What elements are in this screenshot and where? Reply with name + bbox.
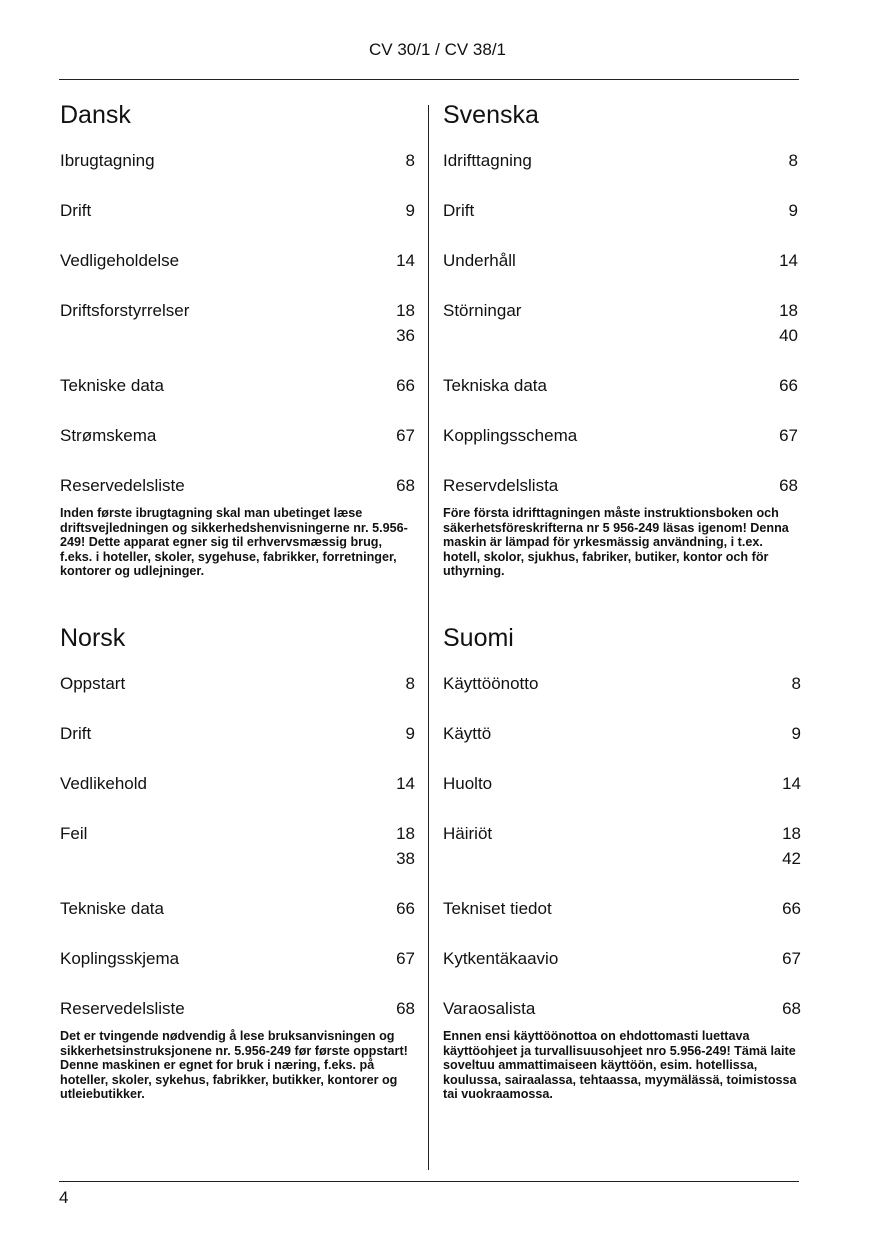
- toc-page-number: 38: [396, 849, 415, 868]
- toc-page-number: 18: [782, 824, 801, 843]
- toc-entry-pages: [406, 148, 415, 173]
- safety-note: Ennen ensi käyttöönottoa on ehdottomasti luettava käyttöohjeet ja turvallisuusohjeet nro 5.956-249! Tämä laite soveltuu ammattimaiseen käyttöön, esim. hotellissa, koulussa, sairaalassa, tehtaassa, myymälässä, toimistossa tai vuokraamossa.: [443, 1029, 797, 1102]
- footer-divider: [59, 1181, 799, 1182]
- toc-entry-label: Tekniske data: [60, 899, 164, 918]
- toc-list: [60, 671, 415, 1021]
- toc-entry: [443, 946, 801, 971]
- toc-entry: [60, 148, 415, 173]
- toc-page-number: 67: [396, 426, 415, 445]
- toc-page-number: 9: [791, 724, 801, 743]
- toc-page-number: 8: [405, 674, 415, 693]
- toc-entry-label: Drift: [443, 201, 475, 220]
- toc-entry-label: Tekniska data: [443, 376, 547, 395]
- toc-entry-pages: [782, 771, 801, 796]
- toc-page-number: 8: [791, 674, 801, 693]
- toc-entry-pages: [396, 423, 415, 448]
- section-heading: Norsk: [60, 624, 126, 652]
- toc-entry-label: Koplingsskjema: [60, 949, 180, 968]
- toc-entry: [443, 198, 798, 223]
- toc-entry: [443, 821, 801, 871]
- toc-page-number: 8: [405, 151, 415, 170]
- toc-entry: [60, 671, 415, 696]
- toc-page-number: 14: [396, 774, 415, 793]
- toc-page-number: 40: [779, 326, 798, 345]
- toc-entry-pages: [782, 996, 801, 1021]
- toc-page-number: 9: [788, 201, 798, 220]
- section-heading: Svenska: [443, 101, 539, 129]
- toc-entry-pages: [792, 671, 801, 696]
- toc-entry-label: Vedlikehold: [60, 774, 147, 793]
- toc-entry-pages: [782, 821, 801, 871]
- toc-entry-label: Störningar: [443, 301, 522, 320]
- toc-entry-label: Drift: [60, 724, 92, 743]
- toc-entry-label: Reservdelslista: [443, 476, 559, 495]
- toc-entry-label: Varaosalista: [443, 999, 536, 1018]
- toc-entry-pages: [396, 248, 415, 273]
- toc-list: [443, 148, 798, 498]
- toc-page-number: 68: [396, 999, 415, 1018]
- page-number: 4: [59, 1188, 69, 1207]
- toc-entry-label: Driftsforstyrrelser: [60, 301, 190, 320]
- safety-note: Inden første ibrugtagning skal man ubetinget læse driftsvejledningen og sikkerhedshenvisningerne nr. 5.956-249! Dette apparat egner sig til erhvervsmæssig brug, f.eks. i hoteller, skoler, sygehuse, fabrikker, forretninger, kontorer og udlejninger.: [60, 506, 408, 579]
- toc-entry: [443, 373, 798, 398]
- toc-entry-pages: [782, 946, 801, 971]
- toc-entry: [60, 373, 415, 398]
- toc-entry-label: Drift: [60, 201, 92, 220]
- section-norsk: [60, 623, 415, 1102]
- toc-entry: [60, 248, 415, 273]
- toc-entry: [443, 148, 798, 173]
- toc-entry: [60, 771, 415, 796]
- document-header-title: CV 30/1 / CV 38/1: [368, 40, 507, 59]
- toc-page-number: 9: [405, 201, 415, 220]
- toc-entry: [60, 996, 415, 1021]
- toc-entry-pages: [789, 198, 798, 223]
- toc-page-number: 66: [396, 376, 415, 395]
- toc-entry: [60, 896, 415, 921]
- toc-entry-pages: [396, 473, 415, 498]
- toc-entry-pages: [779, 423, 798, 448]
- toc-page-number: 66: [396, 899, 415, 918]
- toc-entry-pages: [396, 946, 415, 971]
- toc-page-number: 9: [405, 724, 415, 743]
- section-svenska: [443, 100, 798, 579]
- toc-page-number: 68: [782, 999, 801, 1018]
- toc-list: [60, 148, 415, 498]
- toc-entry-label: Huolto: [443, 774, 493, 793]
- toc-entry: [443, 771, 801, 796]
- toc-entry-label: Kytkentäkaavio: [443, 949, 559, 968]
- toc-entry-label: Idrifttagning: [443, 151, 532, 170]
- toc-page-number: 67: [779, 426, 798, 445]
- toc-entry-label: Käyttö: [443, 724, 492, 743]
- toc-entry-label: Tekniske data: [60, 376, 164, 395]
- toc-page-number: 66: [779, 376, 798, 395]
- toc-entry: [60, 423, 415, 448]
- toc-entry: [443, 298, 798, 348]
- toc-entry-label: Oppstart: [60, 674, 126, 693]
- toc-entry-pages: [396, 996, 415, 1021]
- toc-entry: [60, 721, 415, 746]
- toc-entry-pages: [782, 896, 801, 921]
- toc-page-number: 18: [396, 824, 415, 843]
- toc-page-number: 14: [782, 774, 801, 793]
- toc-entry-pages: [779, 298, 798, 348]
- toc-entry: [443, 671, 801, 696]
- toc-entry: [60, 946, 415, 971]
- safety-note: Före första idrifttagningen måste instruktionsboken och säkerhetsföreskrifterna nr 5 956-249 läsas igenom! Denna maskin är lämpad för yrkesmässig användning, i t.ex. hotell, skolor, sjukhus, fabriker, butiker, kontor och för uthyrning.: [443, 506, 789, 579]
- toc-entry-label: Underhåll: [443, 251, 516, 270]
- toc-page-number: 14: [779, 251, 798, 270]
- toc-entry: [443, 721, 801, 746]
- toc-page-number: 67: [396, 949, 415, 968]
- toc-entry-pages: [396, 373, 415, 398]
- toc-page-number: 42: [782, 849, 801, 868]
- toc-entry-pages: [396, 821, 415, 871]
- toc-page-number: 18: [779, 301, 798, 320]
- column-divider: [428, 105, 429, 1170]
- section-heading: Suomi: [443, 624, 514, 652]
- section-dansk: [60, 100, 415, 579]
- toc-entry: [443, 896, 801, 921]
- toc-entry-label: Käyttöönotto: [443, 674, 539, 693]
- toc-entry-pages: [396, 896, 415, 921]
- toc-page-number: 36: [396, 326, 415, 345]
- safety-note: Det er tvingende nødvendig å lese bruksanvisningen og sikkerhetsinstruksjonene nr. 5.956-249 før første oppstart! Denne maskinen er egnet for bruk i næring, f.eks. på hoteller, skoler, sykehus, fabrikker, butikker, kontorer og utleiebutikker.: [60, 1029, 408, 1102]
- toc-entry-pages: [789, 148, 798, 173]
- toc-entry: [60, 298, 415, 348]
- toc-entry-pages: [779, 373, 798, 398]
- toc-entry-label: Vedligeholdelse: [60, 251, 180, 270]
- toc-entry-label: Strømskema: [60, 426, 157, 445]
- toc-page-number: 68: [779, 476, 798, 495]
- toc-entry-pages: [406, 721, 415, 746]
- toc-entry-pages: [406, 198, 415, 223]
- toc-entry: [443, 248, 798, 273]
- toc-entry-label: Ibrugtagning: [60, 151, 155, 170]
- header-divider: [59, 79, 799, 80]
- toc-page-number: 66: [782, 899, 801, 918]
- toc-entry: [443, 473, 798, 498]
- toc-entry: [60, 198, 415, 223]
- section-suomi: [443, 623, 801, 1102]
- toc-entry-pages: [396, 771, 415, 796]
- toc-entry: [443, 423, 798, 448]
- toc-entry: [443, 996, 801, 1021]
- toc-entry-label: Reservedelsliste: [60, 476, 185, 495]
- toc-page-number: 67: [782, 949, 801, 968]
- section-heading: Dansk: [60, 101, 131, 129]
- toc-entry-pages: [779, 473, 798, 498]
- toc-list: [443, 671, 801, 1021]
- toc-entry-pages: [779, 248, 798, 273]
- toc-entry-label: Reservedelsliste: [60, 999, 185, 1018]
- toc-page-number: 18: [396, 301, 415, 320]
- toc-entry-pages: [406, 671, 415, 696]
- toc-entry: [60, 473, 415, 498]
- toc-entry-label: Tekniset tiedot: [443, 899, 552, 918]
- toc-entry-label: Kopplingsschema: [443, 426, 578, 445]
- toc-entry-label: Feil: [60, 824, 88, 843]
- toc-entry-pages: [396, 298, 415, 348]
- toc-page-number: 8: [788, 151, 798, 170]
- toc-page-number: 68: [396, 476, 415, 495]
- toc-page-number: 14: [396, 251, 415, 270]
- toc-entry-pages: [792, 721, 801, 746]
- toc-entry: [60, 821, 415, 871]
- toc-entry-label: Häiriöt: [443, 824, 493, 843]
